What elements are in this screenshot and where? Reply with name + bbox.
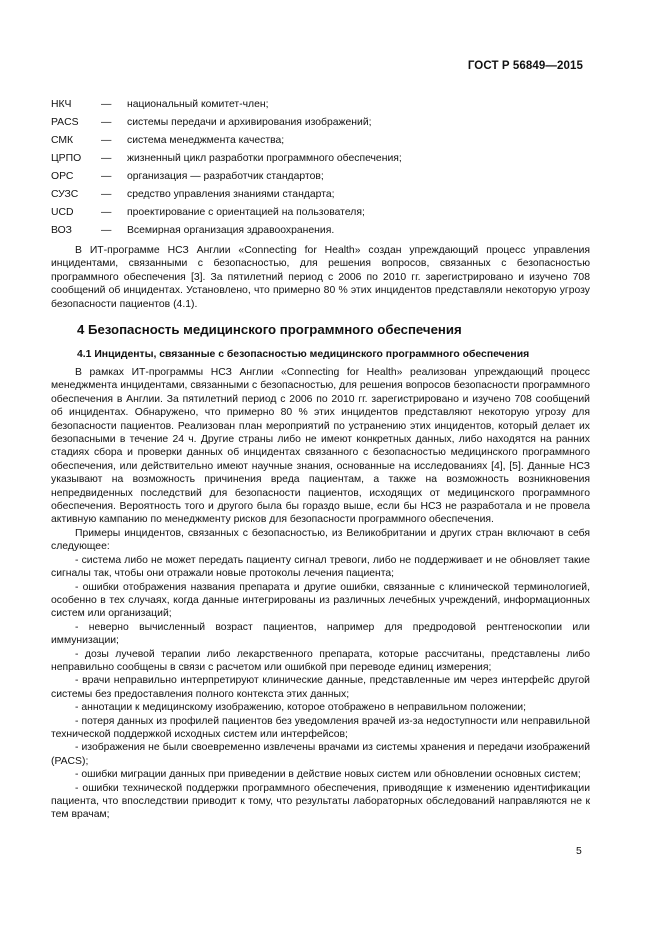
abbreviation-dash: — bbox=[101, 189, 112, 200]
abbreviation-row bbox=[51, 132, 591, 150]
page-number: 5 bbox=[576, 846, 582, 857]
abbreviation-list bbox=[51, 96, 591, 240]
abbreviation-row bbox=[51, 186, 591, 204]
abbreviation-definition: проектирование с ориентацией на пользователя; bbox=[127, 207, 365, 218]
example-list-item: - аннотации к медицинскому изображению, которое отображено в неправильном положении; bbox=[75, 702, 526, 714]
subsection-title: 4.1 Инциденты, связанные с безопасностью медицинского программного обеспечения bbox=[77, 349, 530, 360]
abbreviation-definition: средство управления знаниями стандарта; bbox=[127, 189, 335, 200]
example-list-item: - неверно вычисленный возраст пациентов, например для предродовой рентгеноскопии или иммунизации; bbox=[51, 621, 590, 647]
body-paragraph: Примеры инцидентов, связанных с безопасностью, из Великобритании и других стран включают в себя следующее: bbox=[51, 527, 590, 553]
abbreviation-row bbox=[51, 168, 591, 186]
abbreviation-row bbox=[51, 204, 591, 222]
abbreviation-term: PACS bbox=[51, 117, 79, 128]
section-body bbox=[51, 366, 590, 822]
abbreviation-definition: жизненный цикл разработки программного обеспечения; bbox=[127, 153, 402, 164]
example-list-item: - ошибки технической поддержки программного обеспечения, приводящие к изменению идентификации пациента, что впоследствии приводит к тому, что результаты лабораторных обследований направляются не к тем врачам; bbox=[51, 782, 590, 821]
example-list-item: - система либо не может передать пациенту сигнал тревоги, либо не поддерживает и не обновляет такие сигналы так, чтобы они отражали новые протоколы лечения пациента; bbox=[51, 554, 590, 580]
abbreviation-definition: организация — разработчик стандартов; bbox=[127, 171, 324, 182]
abbreviation-term: СУЗС bbox=[51, 189, 79, 200]
abbreviation-row bbox=[51, 96, 591, 114]
abbreviation-dash: — bbox=[101, 117, 112, 128]
intro-paragraph: В ИТ-программе НСЗ Англии «Connecting for Health» создан упреждающий процесс управления инцидентами, связанными с безопасностью, для решения вопросов, связанных с безопасностью программного обеспечения [3]. За пятилетний период с 2006 по 2010 гг. зарегистрировано и изучено 708 сообщений об инцидентах. Установлено, что примерно 80 % этих инцидентов представляли некоторую угрозу безопасности пациентов (4.1). bbox=[51, 245, 590, 310]
abbreviation-dash: — bbox=[101, 99, 112, 110]
example-list-item: - врачи неправильно интерпретируют клинические данные, представленные им через интерфейс другой системы без предоставления полного контекста этих данных; bbox=[51, 675, 590, 700]
document-standard-header: ГОСТ Р 56849—2015 bbox=[467, 60, 583, 72]
abbreviation-dash: — bbox=[101, 153, 112, 164]
example-list-item: - ошибки миграции данных при приведении в действие новых систем или обновлении основных систем; bbox=[75, 769, 581, 781]
abbreviation-term: СМК bbox=[51, 135, 74, 146]
abbreviation-dash: — bbox=[101, 225, 112, 236]
example-list-item: - изображения не были своевременно извлечены врачами из системы хранения и передачи изображений (PACS); bbox=[51, 742, 590, 767]
example-list-item: - ошибки отображения названия препарата и другие ошибки, связанные с клинической терминологией, особенно в тех случаях, когда данные интегрированы из различных лечебных учреждений, информационных систем или организаций; bbox=[51, 581, 590, 620]
abbreviation-term: ВОЗ bbox=[51, 225, 72, 236]
abbreviation-term: UCD bbox=[51, 207, 74, 218]
abbreviation-definition: система менеджмента качества; bbox=[127, 135, 285, 146]
intro-section bbox=[51, 244, 590, 311]
abbreviation-row bbox=[51, 222, 591, 240]
section-title: 4 Безопасность медицинского программного обеспечения bbox=[77, 322, 462, 337]
abbreviation-dash: — bbox=[101, 207, 112, 218]
abbreviation-dash: — bbox=[101, 135, 112, 146]
example-list-item: - дозы лучевой терапии либо лекарственного препарата, которые рассчитаны, представлены либо неправильно сообщены в связи с расчетом или ошибкой при переводе единиц измерения; bbox=[51, 648, 590, 673]
abbreviation-term: ОРС bbox=[51, 171, 74, 182]
abbreviation-dash: — bbox=[101, 171, 112, 182]
abbreviation-term: ЦРПО bbox=[51, 153, 82, 164]
abbreviation-definition: национальный комитет-член; bbox=[127, 99, 269, 110]
abbreviation-row bbox=[51, 150, 591, 168]
abbreviation-row bbox=[51, 114, 591, 132]
body-paragraph: В рамках ИТ-программы НСЗ Англии «Connecting for Health» реализован упреждающий процесс менеджмента инцидентами, связанными с безопасностью, для решения вопросов безопасности программного обеспечения в Англии. За пятилетний период с 2006 по 2010 гг. зарегистрировано и изучено 708 сообщений об инцидентах. Обнаружено, что примерно 80 % этих инцидентов представляют некоторую угрозу для безопасности пациентов. Реализован план мероприятий по устранению этих инцидентов, который делает их безопасными в течение 24 ч. Другие страны либо не имеют конкретных данных, либо находятся на ранних стадиях сбора и проверки данных об инцидентах связанного с безопасностью медицинского программного обеспечения, или действительно имеют научные знания, основанные на исследованиях [4], [5]. Данные НСЗ указывают на возможность причинения вреда пациентам, а также на возможность возникновения непредвиденных последствий для безопасности пациентов, исходящих от медицинского программного обеспечения. Вероятность того и другого была бы гораздо выше, если бы НСЗ не разработала и не провела активную кампанию по менеджменту рисков для безопасности программного обеспечения. bbox=[51, 367, 590, 526]
abbreviation-definition: системы передачи и архивирования изображений; bbox=[127, 117, 372, 128]
abbreviation-definition: Всемирная организация здравоохранения. bbox=[127, 225, 335, 236]
abbreviation-term: НКЧ bbox=[51, 99, 72, 110]
example-list-item: - потеря данных из профилей пациентов без уведомления врачей из-за недоступности или неправильной технической поддержкой исходных систем или интерфейсов; bbox=[51, 715, 590, 740]
